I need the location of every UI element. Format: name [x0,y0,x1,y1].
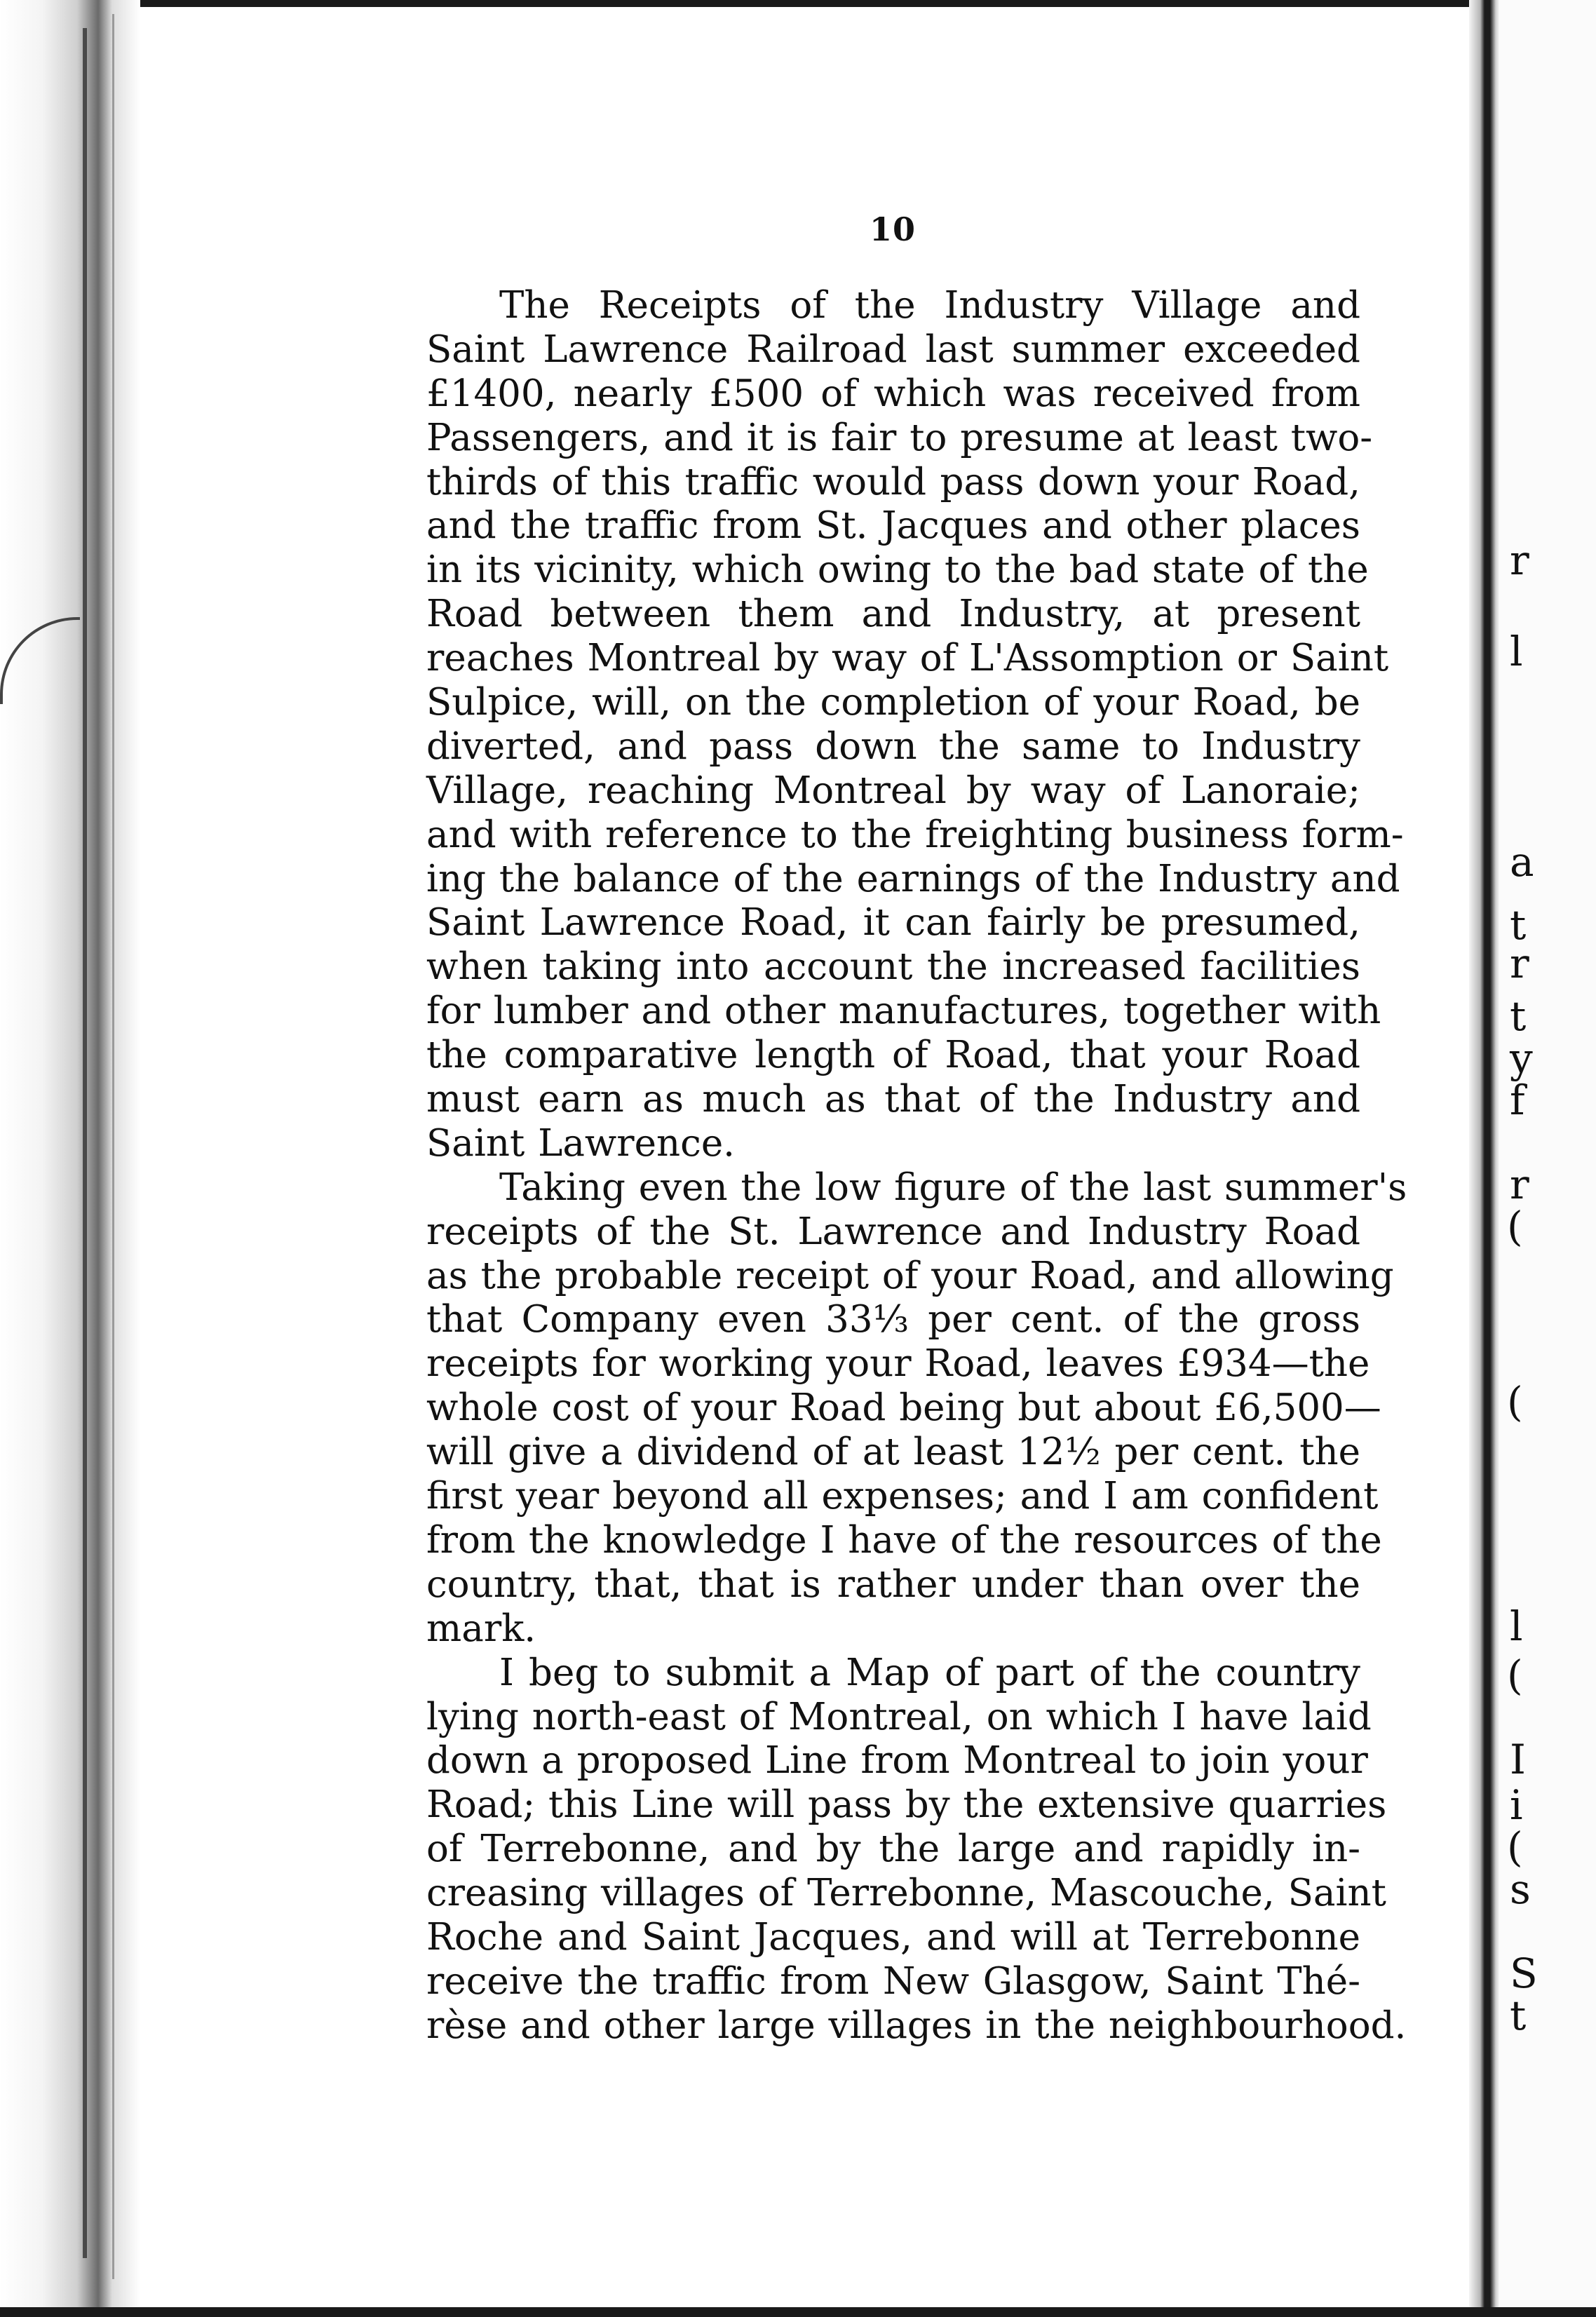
facing-page-fragment: ( [1507,1378,1523,1426]
text-line: must earn as much as that of the Industry and [426,1078,1360,1121]
paragraph [426,1166,1407,1651]
facing-page-fragment: f [1510,1076,1525,1124]
text-line: down a proposed Line from Montreal to join your [426,1739,1368,1783]
text-line: The Receipts of the Industry Village and [499,284,1360,327]
facing-page-fragment: I [1510,1736,1526,1783]
facing-page-fragment: t [1510,992,1527,1040]
facing-page-fragment: t [1510,1992,1527,2039]
facing-page-fragment: S [1510,1950,1538,1997]
text-line: creasing villages of Terrebonne, Mascouche, Saint [426,1872,1386,1915]
text-line: receipts for working your Road, leaves £934—the [426,1342,1370,1386]
text-line: diverted, and pass down the same to Industry [426,724,1360,768]
text-line: Taking even the low figure of the last summer's [499,1166,1407,1209]
text-line: ing the balance of the earnings of the Industry and [426,857,1400,900]
binding-shadow [83,28,87,2258]
text-line: Passengers, and it is fair to presume at least two- [426,416,1373,459]
text-line: in its vicinity, which owing to the bad state of the [426,548,1369,592]
text-line: lying north-east of Montreal, on which I have laid [426,1695,1372,1738]
facing-page-fragment: r [1510,536,1529,584]
facing-page-fragment: l [1510,1602,1523,1650]
page-binding-left [0,0,140,2317]
text-line: reaches Montreal by way of L'Assomption or Saint [426,637,1389,680]
facing-page-fragment: y [1510,1034,1533,1082]
text-line: as the probable receipt of your Road, and allowing [426,1254,1394,1297]
text-line: when taking into account the increased facilities [426,945,1360,989]
text-line: receive the traffic from New Glasgow, Saint Thé- [426,1959,1360,2003]
text-line: Sulpice, will, on the completion of your Road, be [426,681,1360,724]
text-line: Saint Lawrence Road, it can fairly be presumed, [426,901,1360,945]
text-line: for lumber and other manufactures, together with [426,989,1381,1033]
text-line: Saint Lawrence. [426,1121,736,1165]
scan-border-bottom [0,2307,1596,2317]
text-line: that Company even 33⅓ per cent. of the gross [426,1298,1360,1342]
binding-edge [112,14,114,2279]
text-line: thirds of this traffic would pass down your Road, [426,460,1360,504]
text-line: rèse and other large villages in the neighbourhood. [426,2004,1407,2047]
text-line: and the traffic from St. Jacques and other places [426,504,1360,548]
paragraph [426,1651,1407,2048]
text-line: first year beyond all expenses; and I am confident [426,1475,1379,1518]
scan-border-top [0,0,1596,7]
text-line: from the knowledge I have of the resources of the [426,1518,1382,1562]
facing-page-fragment: r [1510,940,1529,987]
text-line: Road; this Line will pass by the extensive quarries [426,1783,1387,1827]
facing-page-fragment: t [1510,901,1527,949]
text-line: of Terrebonne, and by the large and rapidly in- [426,1828,1360,1871]
paragraph [426,284,1404,1166]
facing-page-edge [1500,0,1596,2317]
text-line: and with reference to the freighting business form- [426,813,1404,856]
text-line: Saint Lawrence Railroad last summer exceeded [426,327,1360,371]
text-line: Road between them and Industry, at present [426,593,1360,636]
facing-page-fragment: ( [1507,1651,1523,1699]
facing-page-fragment: i [1510,1781,1523,1829]
text-line: the comparative length of Road, that your Road [426,1034,1360,1077]
text-line: receipts of the St. Lawrence and Industry Road [426,1210,1360,1253]
text-line: Roche and Saint Jacques, and will at Terrebonne [426,1915,1360,1959]
page-number: 10 [870,210,917,248]
page-gutter-right [1469,0,1500,2317]
text-line: will give a dividend of at least 12½ per cent. the [426,1431,1360,1474]
text-line: £1400, nearly £500 of which was received from [426,372,1360,415]
facing-page-fragment: a [1510,838,1534,886]
body-text [426,284,1407,2048]
text-line: country, that, that is rather under than over the [426,1562,1360,1606]
text-line: I beg to submit a Map of part of the country [499,1651,1360,1694]
text-line: mark. [426,1607,536,1650]
facing-page-fragment: ( [1507,1203,1523,1250]
facing-page-fragment: r [1510,1161,1529,1208]
facing-page-fragment: s [1510,1865,1531,1913]
facing-page-fragment: ( [1507,1823,1523,1871]
text-line: whole cost of your Road being but about £6,500— [426,1386,1381,1430]
text-line: Village, reaching Montreal by way of Lanoraie; [426,769,1360,812]
facing-page-fragment: l [1510,628,1523,675]
